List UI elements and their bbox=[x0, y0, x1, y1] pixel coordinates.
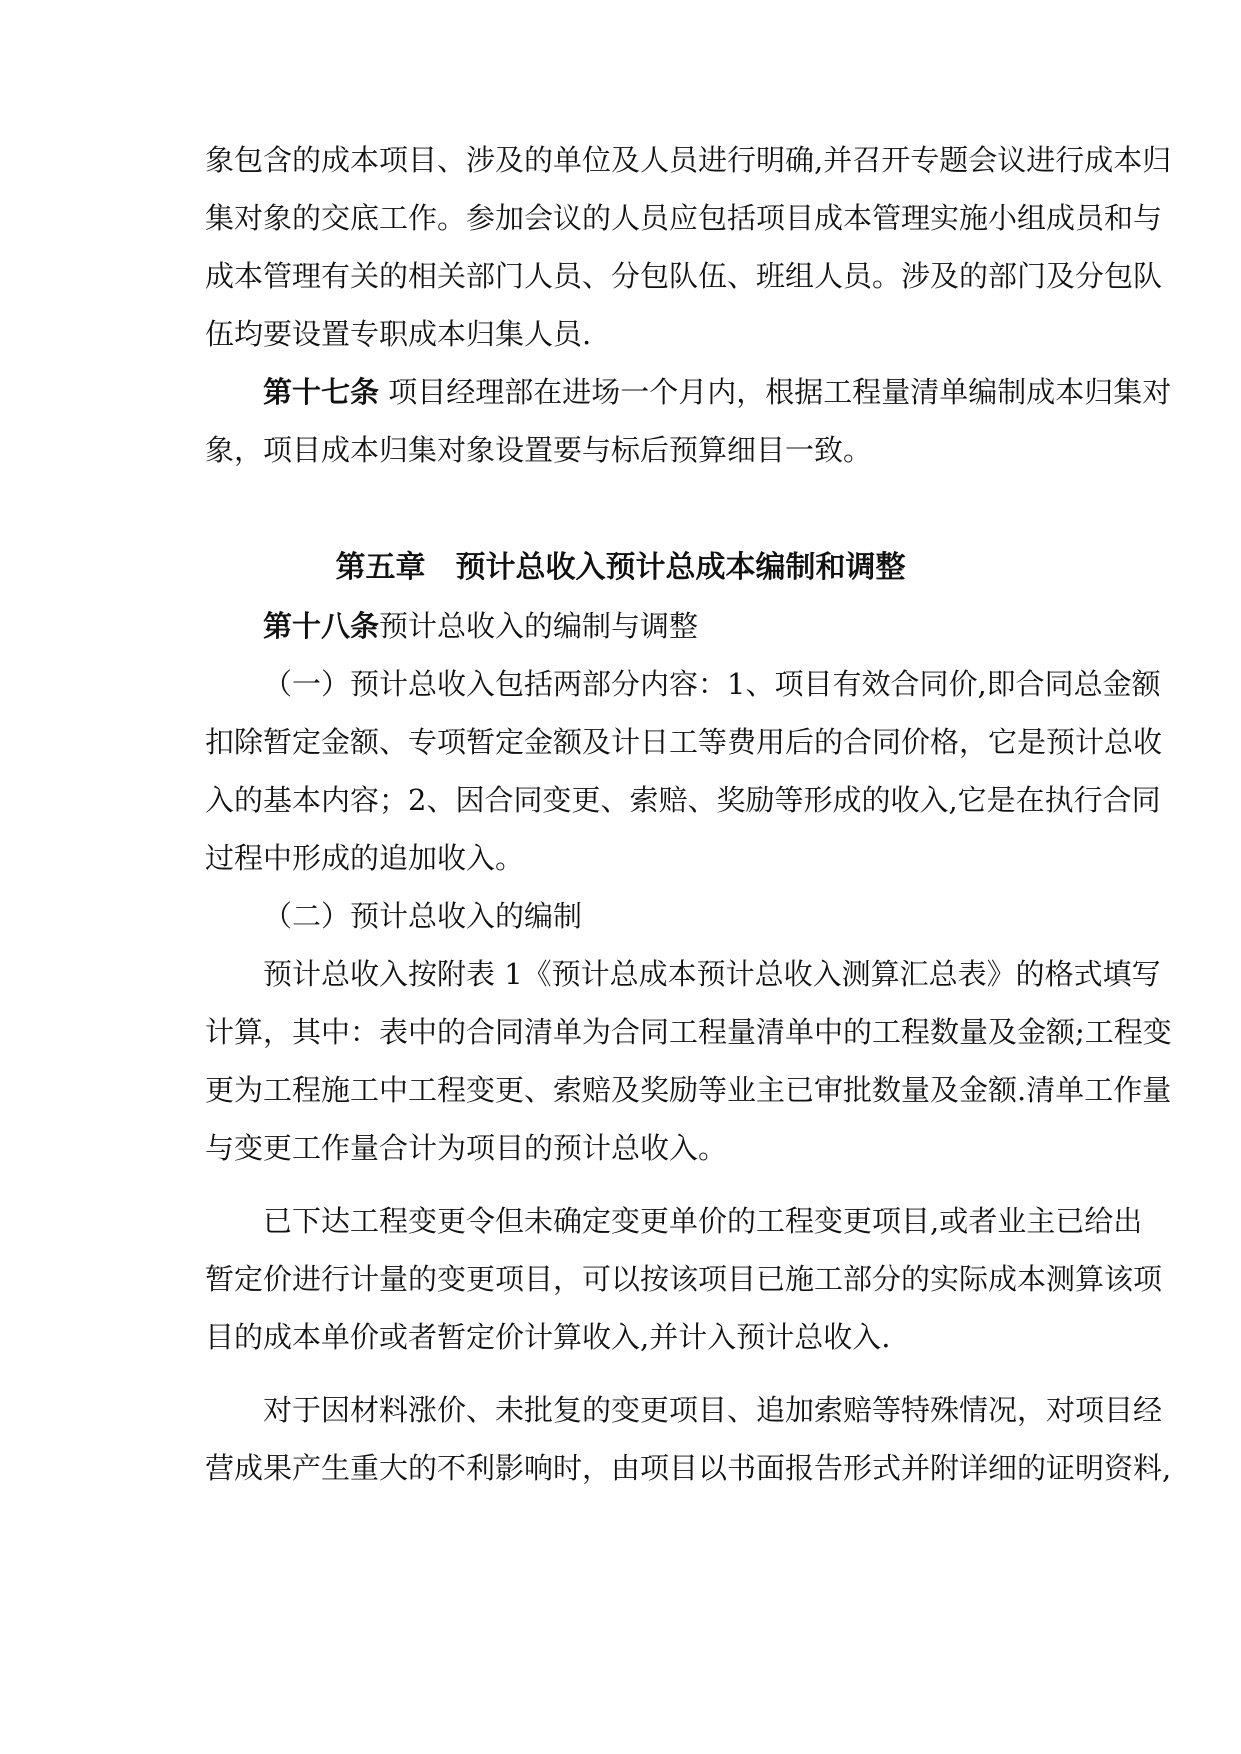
paragraph-line: 过程中形成的追加收入。 bbox=[205, 841, 525, 875]
paragraph-line: 预计总收入按附表 1《预计总成本预计总收入测算汇总表》的格式填写 bbox=[263, 957, 1161, 991]
paragraph-line: 对于因材料涨价、未批复的变更项目、追加索赔等特殊情况，对项目经 bbox=[263, 1393, 1163, 1427]
article-18-line bbox=[205, 606, 1120, 646]
paragraph-line: 暂定价进行计量的变更项目，可以按该项目已施工部分的实际成本测算该项 bbox=[205, 1262, 1163, 1296]
paragraph-line: 象包含的成本项目、涉及的单位及人员进行明确,并召开专题会议进行成本归 bbox=[205, 143, 1172, 177]
paragraph-line: 与变更工作量合计为项目的预计总收入。 bbox=[205, 1131, 728, 1165]
article-17-text: 项目经理部在进场一个月内，根据工程量清单编制成本归集对 bbox=[379, 375, 1172, 409]
paragraph-line: 伍均要设置专职成本归集人员. bbox=[205, 317, 592, 351]
paragraph-line: 营成果产生重大的不利影响时，由项目以书面报告形式并附详细的证明资料, bbox=[205, 1451, 1172, 1485]
article-18-text: 预计总收入的编制与调整 bbox=[379, 609, 699, 643]
paragraph-line: 计算，其中：表中的合同清单为合同工程量清单中的工程数量及金额;工程变 bbox=[205, 1015, 1172, 1049]
paragraph-line: 象，项目成本归集对象设置要与标后预算细目一致。 bbox=[205, 433, 873, 467]
article-18-label: 第十八条 bbox=[263, 609, 380, 643]
paragraph-line: 更为工程施工中工程变更、索赔及奖励等业主已审批数量及金额.清单工作量 bbox=[205, 1073, 1172, 1107]
paragraph-line: （二）预计总收入的编制 bbox=[263, 899, 583, 933]
paragraph-line: （一）预计总收入包括两部分内容：1、项目有效合同价,即合同总金额 bbox=[263, 667, 1161, 701]
paragraph-line: 集对象的交底工作。参加会议的人员应包括项目成本管理实施小组成员和与 bbox=[205, 201, 1163, 235]
article-17-label: 第十七条 bbox=[263, 375, 380, 409]
paragraph-line: 扣除暂定金额、专项暂定金额及计日工等费用后的合同价格，它是预计总收 bbox=[205, 725, 1163, 759]
paragraph-line: 成本管理有关的相关部门人员、分包队伍、班组人员。涉及的部门及分包队 bbox=[205, 259, 1163, 293]
paragraph-line: 目的成本单价或者暂定价计算收入,并计入预计总收入. bbox=[205, 1320, 891, 1354]
article-17-line bbox=[205, 372, 1172, 412]
paragraph-line: 已下达工程变更令但未确定变更单价的工程变更项目,或者业主已给出 bbox=[263, 1204, 1143, 1238]
paragraph-line: 入的基本内容；2、因合同变更、索赔、奖励等形成的收入,它是在执行合同 bbox=[205, 783, 1161, 817]
chapter-title: 第五章 预计总收入预计总成本编制和调整 bbox=[335, 550, 906, 585]
